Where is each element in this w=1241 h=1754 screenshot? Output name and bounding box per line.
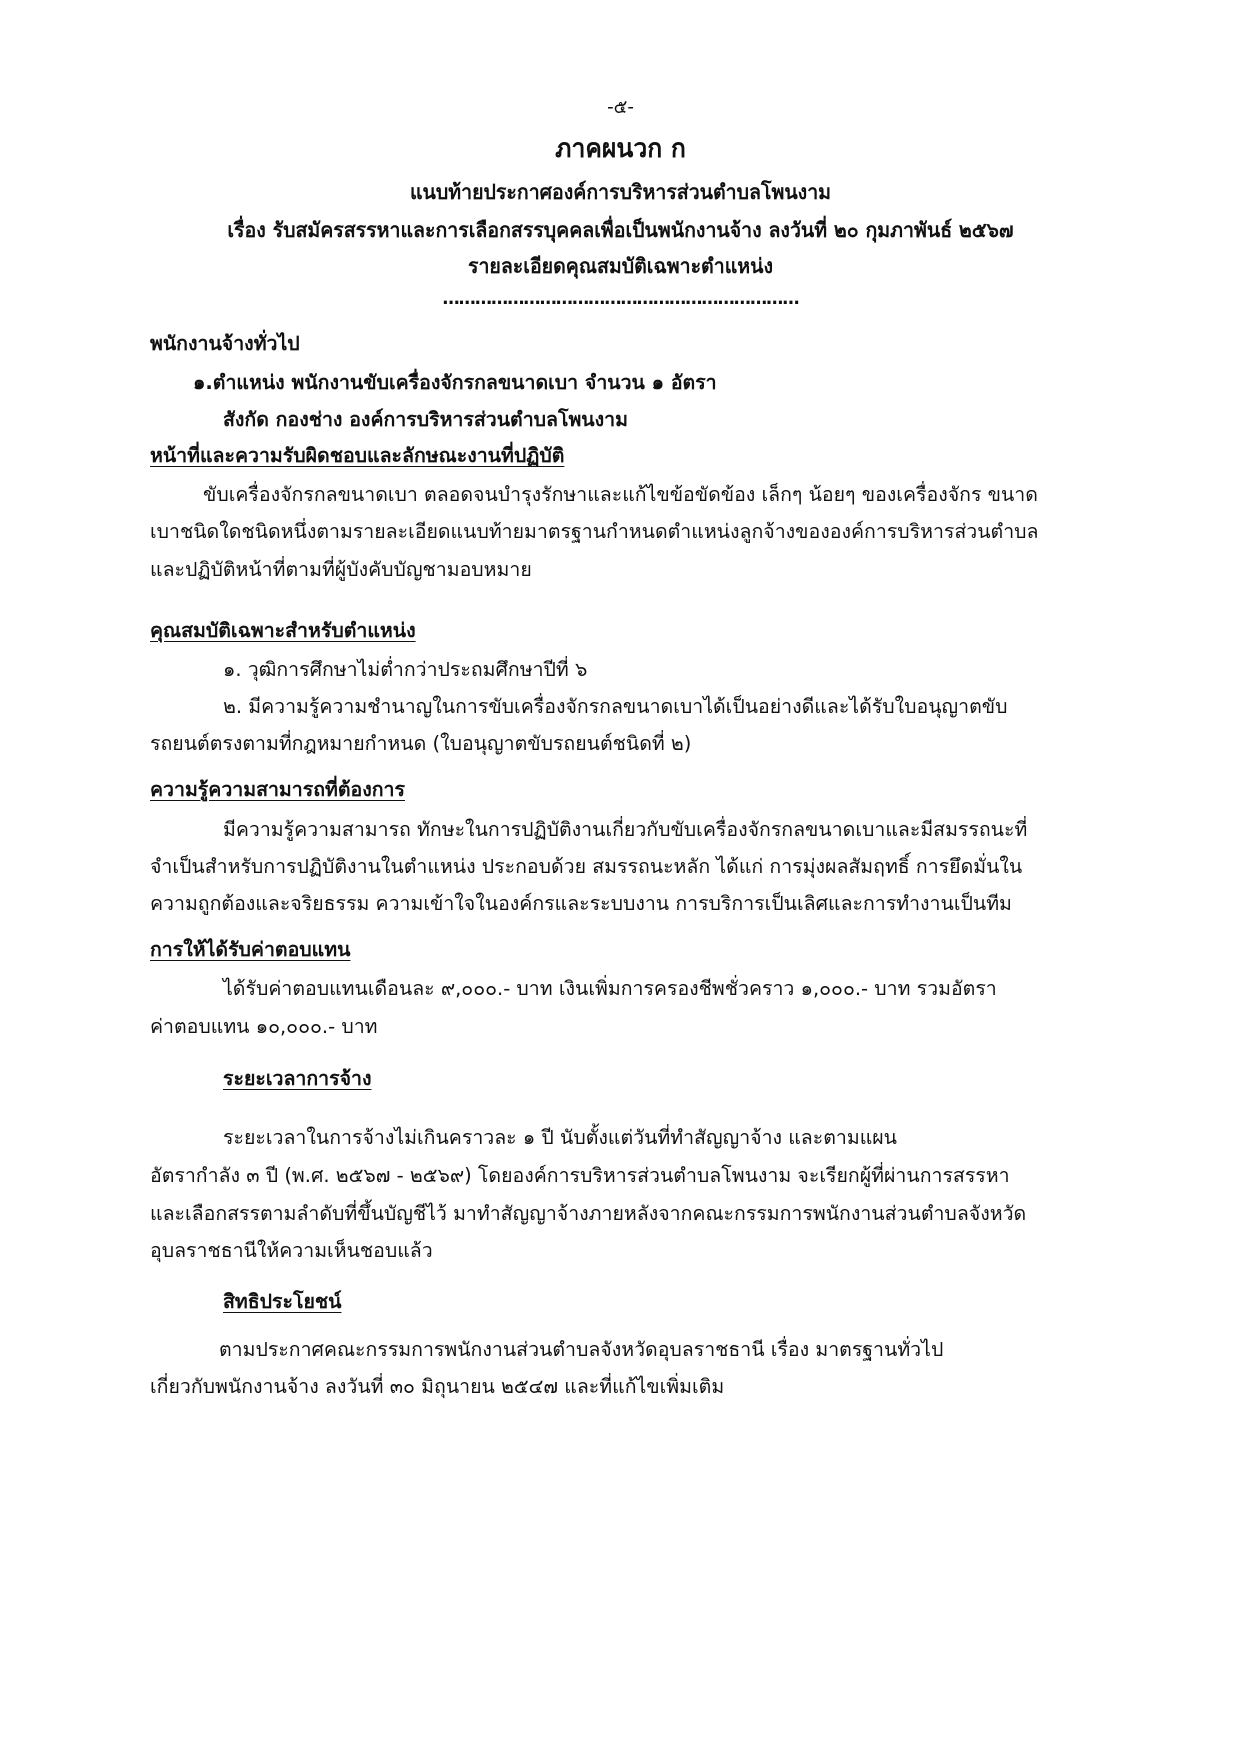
- duties-line: ขับเครื่องจักรกลขนาดเบา ตลอดจนบำรุงรักษาและแก้ไขข้อขัดข้อง เล็กๆ น้อยๆ ของเครื่องจักร ขนาด: [203, 483, 1038, 506]
- appendix-title: ภาคผนวก ก: [555, 134, 686, 164]
- employment-period-heading: ระยะเวลาการจ้าง: [223, 1067, 372, 1090]
- duties-line: เบาชนิดใดชนิดหนึ่งตามรายละเอียดแนบท้ายมาตรฐานกำหนดตำแหน่งลูกจ้างขององค์การบริหารส่วนตำบล: [150, 520, 1039, 543]
- benefits-heading: สิทธิประโยชน์: [223, 1290, 342, 1313]
- employment-period-line: ระยะเวลาในการจ้างไม่เกินคราวละ ๑ ปี นับตั้งแต่วันที่ทำสัญญาจ้าง และตามแผน: [223, 1126, 898, 1149]
- compensation-line: ได้รับค่าตอบแทนเดือนละ ๙,๐๐๐.- บาท เงินเพิ่มการครองชีพชั่วคราว ๑,๐๐๐.- บาท รวมอัตรา: [223, 977, 997, 1000]
- qualification-item: ๑. วุฒิการศึกษาไม่ต่ำกว่าประถมศึกษาปีที่ ๖: [223, 658, 588, 681]
- heading-line-1: แนบท้ายประกาศองค์การบริหารส่วนตำบลโพนงาม: [409, 180, 832, 204]
- heading-line-3: รายละเอียดคุณสมบัติเฉพาะตำแหน่ง: [467, 254, 774, 278]
- employment-period-line: อัตรากำลัง ๓ ปี (พ.ศ. ๒๕๖๗ - ๒๕๖๙) โดยองค์การบริหารส่วนตำบลโพนงาม จะเรียกผู้ที่ผ่านการสรรหา: [150, 1164, 1010, 1187]
- employment-period-line: และเลือกสรรตามลำดับที่ขึ้นบัญชีไว้ มาทำสัญญาจ้างภายหลังจากคณะกรรมการพนักงานส่วนตำบลจังหวัด: [150, 1202, 1027, 1225]
- position-line-2: สังกัด กองช่าง องค์การบริหารส่วนตำบลโพนงาม: [223, 408, 628, 431]
- duties-heading: หน้าที่และความรับผิดชอบและลักษณะงานที่ปฏิบัติ: [150, 444, 565, 467]
- knowledge-line: ความถูกต้องและจริยธรรม ความเข้าใจในองค์กรและระบบงาน การบริการเป็นเลิศและการทำงานเป็นทีม: [150, 892, 1012, 915]
- compensation-heading: การให้ได้รับค่าตอบแทน: [150, 938, 351, 961]
- knowledge-line: มีความรู้ความสามารถ ทักษะในการปฏิบัติงานเกี่ยวกับขับเครื่องจักรกลขนาดเบาและมีสมรรถนะที่: [223, 818, 1028, 841]
- page-number: -๕-: [607, 96, 634, 118]
- employment-period-line: อุบลราชธานีให้ความเห็นชอบแล้ว: [150, 1239, 433, 1262]
- employee-category: พนักงานจ้างทั่วไป: [150, 332, 300, 355]
- duties-line: และปฏิบัติหน้าที่ตามที่ผู้บังคับบัญชามอบหมาย: [150, 558, 532, 581]
- qualifications-heading: คุณสมบัติเฉพาะสำหรับตำแหน่ง: [150, 619, 416, 642]
- knowledge-heading: ความรู้ความสามารถที่ต้องการ: [150, 778, 405, 801]
- benefits-line: เกี่ยวกับพนักงานจ้าง ลงวันที่ ๓๐ มิถุนายน ๒๕๔๗ และที่แก้ไขเพิ่มเติม: [150, 1375, 725, 1398]
- heading-separator: …………………………………………………………: [442, 288, 799, 309]
- qualification-item: รถยนต์ตรงตามที่กฎหมายกำหนด (ใบอนุญาตขับรถยนต์ชนิดที่ ๒): [150, 732, 692, 755]
- knowledge-line: จำเป็นสำหรับการปฏิบัติงานในตำแหน่ง ประกอบด้วย สมรรถนะหลัก ได้แก่ การมุ่งผลสัมฤทธิ์ การยึดมั่นใน: [150, 855, 1023, 878]
- benefits-line: ตามประกาศคณะกรรมการพนักงานส่วนตำบลจังหวัดอุบลราชธานี เรื่อง มาตรฐานทั่วไป: [219, 1338, 944, 1361]
- compensation-line: ค่าตอบแทน ๑๐,๐๐๐.- บาท: [150, 1015, 378, 1038]
- qualification-item: ๒. มีความรู้ความชำนาญในการขับเครื่องจักรกลขนาดเบาได้เป็นอย่างดีและได้รับใบอนุญาตขับ: [223, 695, 1008, 718]
- position-line-1: ๑.ตำแหน่ง พนักงานขับเครื่องจักรกลขนาดเบา จำนวน ๑ อัตรา: [193, 371, 717, 394]
- heading-line-2: เรื่อง รับสมัครสรรหาและการเลือกสรรบุคคลเพื่อเป็นพนักงานจ้าง ลงวันที่ ๒๐ กุมภาพันธ์ ๒๕๖๗: [227, 218, 1014, 242]
